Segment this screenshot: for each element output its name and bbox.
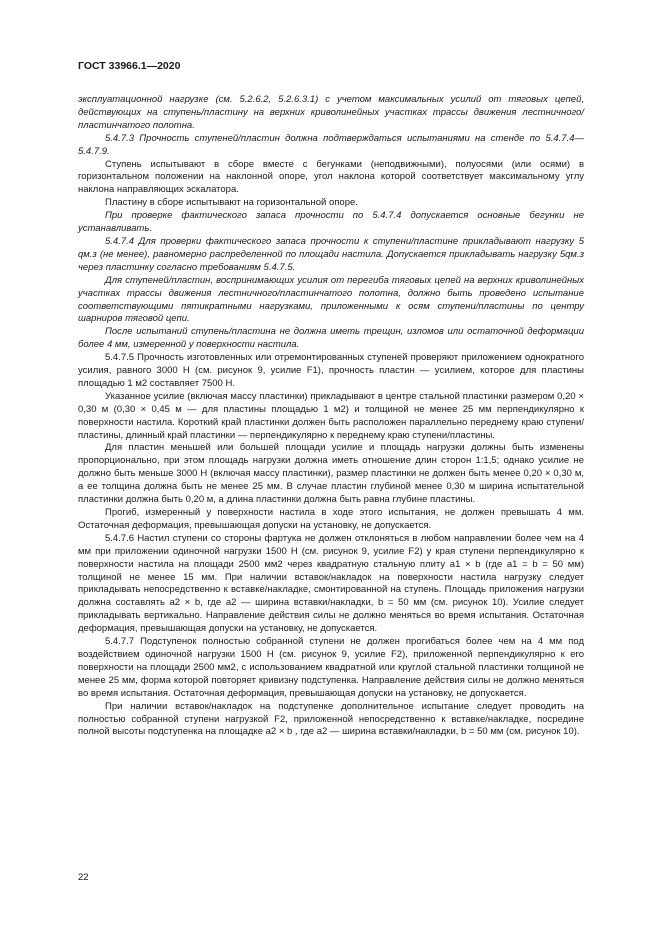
paragraph-step-testing: Ступень испытывают в сборе вместе с бегунками (неподвижными), полуосями (или осями) в горизонтальном положении на наклонной опоре, угол наклона которой соответствует максимальному углу наклона направляющих эскалатора. <box>78 158 584 196</box>
paragraph-5-4-7-6: 5.4.7.6 Настил ступени со стороны фартука не должен отклоняться в любом направлении более чем на 4 мм при приложении одиночной нагрузки 1500 Н (см. рисунок 9, усилие F2) у края ступени перпендикулярно к поверхности настила на площади 2500 мм2 через квадратную стальную плиту a1 × b (где a1 = b = 50 мм) толщиной не менее 15 мм. При наличии вставок/накладок на поверхности настила нагрузку следует прикладывать непосредственно к вставке/накладке, смонтированной на ступень. Площадь приложения нагрузки должна составлять a2 × b, где a2 — ширина вставки/накладки, b = 50 мм (см. рисунок 10). Усилие следует прикладывать вертикально. Направление действия силы не должно меняться во время испытания. Остаточная деформация, превышающая допуски на установку, не допускается. <box>78 532 584 635</box>
paragraph-5-4-7-7: 5.4.7.7 Подступенок полностью собранной ступени не должен прогибаться более чем на 4 мм под воздействием одиночной нагрузки 1500 Н (см. рисунок 9, усилие F2), приложенной перпендикулярно к его поверхности на площади 2500 мм2, с использованием квадратной или круглой стальной пластинки толщиной не менее 25 мм, форма которой повторяет кривизну подступенка. Направление действия силы не должно меняться во время испытания. Остаточная деформация, превышающая допуски на установку, не допускается. <box>78 636 584 699</box>
page-number: 22 <box>78 872 89 883</box>
paragraph-riser-inserts: При наличии вставок/накладок на подступенке дополнительное испытание следует проводить на полностью собранной ступени нагрузкой F2, приложенной непосредственно к вставке/накладке, посредине полной высоты подступенка на площадке a2 × b , где a2 — ширина вставки/накладки, b = 50 мм (см. рисунок 10). <box>78 700 584 738</box>
paragraph-5-4-7-4: 5.4.7.4 Для проверки фактического запаса прочности к ступени/пластине прикладывают нагрузку 5 qм.з (не менее), равномерно распределенной по площади настила. Допускается прикладывать нагрузку 5qм.з через пластинку согласно требованиям 5.4.7.5. <box>78 235 584 273</box>
paragraph-5-4-7-5: 5.4.7.5 Прочность изготовленных или отремонтированных ступеней проверяют приложением однократного усилия, равного 3000 Н (см. рисунок 9, усилие F1), прочность пластин — усилием, которое для пластины площадью 1 м2 составляет 7500 Н. <box>78 352 584 389</box>
document-body <box>78 94 584 739</box>
standard-header: ГОСТ 33966.1—2020 <box>78 60 181 72</box>
paragraph-continuation: эксплуатационной нагрузке (см. 5.2.6.2, 5.2.6.3.1) с учетом максимальных усилий от тяговых цепей, действующих на ступень/пластину на верхних криволинейных участках трассы движения лестничного/пластинчатого полотна. <box>78 94 584 131</box>
paragraph-load-application: Указанное усилие (включая массу пластинки) прикладывают в центре стальной пластинки размером 0,20 × 0,30 м (0,30 × 0,45 м — для пластины площадью 1 м2) и толщиной не менее 25 мм перпендикулярно к поверхности настила. Короткий край пластинки должен быть расположен параллельно переднему краю ступени/пластины, длинный край пластинки — перпендикулярно к переднему краю ступени/пластины. <box>78 390 584 441</box>
paragraph-chain-forces: Для ступеней/пластин, воспринимающих усилия от перегиба тяговых цепей на верхних криволинейных участках трассы движения лестничного/пластинчатого полотна, должно быть проведено испытание соответствующими пятикратными нагрузками, приложенными к осям ступени/пластины по центру шарниров тяговой цепи. <box>78 274 584 325</box>
paragraph-main-rollers: При проверке фактического запаса прочности по 5.4.7.4 допускается основные бегунки не устанавливать. <box>78 210 584 235</box>
paragraph-plate-testing: Пластину в сборе испытывают на горизонтальной опоре. <box>105 197 358 209</box>
paragraph-after-tests: После испытаний ступень/пластина не должна иметь трещин, изломов или остаточной деформации более 4 мм, измеренной у поверхности настила. <box>78 326 584 351</box>
paragraph-deflection: Прогиб, измеренный у поверхности настила в ходе этого испытания, не должен превышать 4 мм. Остаточная деформация, превышающая допуски на установку, не допускается. <box>78 507 584 531</box>
paragraph-plate-size: Для пластин меньшей или большей площади усилие и площадь нагрузки должны быть изменены пропорционально, при этом площадь нагрузки должна иметь отношение длин сторон 1:1,5; однако усилие не должно быть меньше 3000 Н (включая массу пластинки), размер пластинки не должен быть менее 0,20 × 0,30 м, а ее толщина должна быть не менее 25 мм. В случае пластин глубиной менее 0,30 м ширина испытательной пластинки должна быть 0,20 м, а длина пластинки должна быть равна глубине пластины. <box>78 442 584 506</box>
paragraph-5-4-7-3: 5.4.7.3 Прочность ступеней/пластин должна подтверждаться испытаниями на стенде по 5.4.7.4—5.4.7.9. <box>78 132 584 157</box>
